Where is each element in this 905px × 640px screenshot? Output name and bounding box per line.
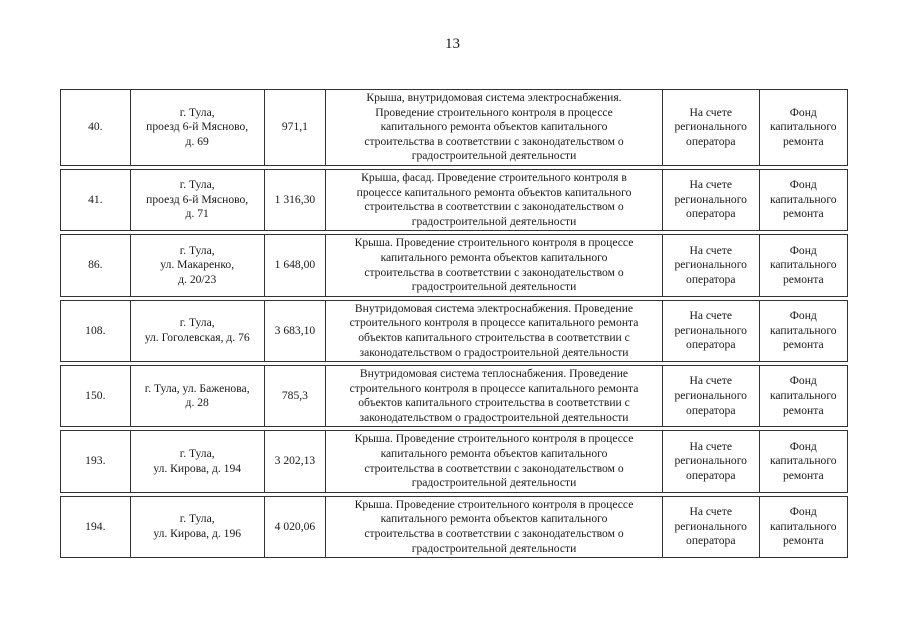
row-fund-line: Фонд [789, 178, 817, 192]
row-work-line: градостроительной деятельности [411, 541, 577, 555]
row-fund [759, 431, 847, 492]
row-account-line: На счете [689, 309, 732, 323]
row-fund-line: ремонта [782, 338, 824, 352]
row-work-line: градостроительной деятельности [411, 214, 577, 228]
row-fund-line: ремонта [782, 468, 824, 482]
row-account-line: оператора [686, 207, 736, 221]
row-fund-line: капитального [769, 192, 837, 206]
row-work-line: строительного контроля в процессе капитального ремонта [349, 381, 639, 395]
row-work-description [326, 300, 663, 361]
row-account [662, 431, 759, 492]
row-address [130, 169, 264, 230]
row-area: 3 683,10 [264, 300, 325, 361]
row-area: 3 202,13 [264, 431, 325, 492]
table-row [60, 300, 848, 362]
row-fund [759, 90, 847, 166]
row-fund [759, 235, 847, 296]
row-account-line: регионального [674, 258, 747, 272]
row-fund-line: капитального [769, 454, 837, 468]
row-work-line: капитального ремонта объектов капитального [380, 512, 608, 526]
row-account-line: На счете [689, 243, 732, 257]
row-address [130, 366, 264, 427]
row-account-line: оператора [686, 403, 736, 417]
row-address [130, 496, 264, 557]
row-area: 1 648,00 [264, 235, 325, 296]
row-area: 4 020,06 [264, 496, 325, 557]
row-account-line: На счете [689, 105, 732, 119]
row-work-description [326, 431, 663, 492]
row-work-line: строительства в соответствии с законодательством о [364, 527, 624, 541]
row-account-line: оператора [686, 338, 736, 352]
row-work-description [326, 90, 663, 166]
row-address-line: д. 20/23 [178, 272, 217, 286]
page-number: 13 [445, 36, 460, 52]
row-work-line: Крыша. Проведение строительного контроля в процессе [354, 236, 634, 250]
row-work-description [326, 169, 663, 230]
row-fund-line: капитального [769, 120, 837, 134]
row-fund [759, 300, 847, 361]
row-work-line: строительства в соответствии с законодательством о [364, 461, 624, 475]
row-work-line: капитального ремонта объектов капитального [380, 250, 608, 264]
row-number: 194. [61, 496, 131, 557]
row-fund-line: Фонд [789, 374, 817, 388]
row-address-line: г. Тула, [179, 512, 215, 526]
row-account [662, 169, 759, 230]
row-address-line: д. 71 [185, 207, 209, 221]
row-fund-line: ремонта [782, 134, 824, 148]
table-row [60, 89, 848, 166]
row-work-line: Крыша. Проведение строительного контроля в процессе [354, 432, 634, 446]
row-fund-line: капитального [769, 258, 837, 272]
row-account-line: оператора [686, 272, 736, 286]
row-account-line: оператора [686, 468, 736, 482]
row-address-line: г. Тула, [179, 316, 215, 330]
row-work-line: Внутридомовая система электроснабжения. Проведение [354, 301, 634, 315]
row-account [662, 496, 759, 557]
row-fund [759, 169, 847, 230]
table-row [60, 430, 848, 492]
row-work-line: капитального ремонта объектов капитального [380, 120, 608, 134]
row-address-line: ул. Гоголевская, д. 76 [144, 330, 250, 344]
row-work-line: Крыша. Проведение строительного контроля в процессе [354, 497, 634, 511]
row-account-line: регионального [674, 192, 747, 206]
row-work-line: процессе капитального ремонта объектов капитального [356, 185, 632, 199]
row-work-line: Крыша, фасад. Проведение строительного контроля в [361, 170, 627, 184]
row-account-line: регионального [674, 120, 747, 134]
row-fund-line: Фонд [789, 105, 817, 119]
table-row [60, 234, 848, 296]
row-work-line: строительства в соответствии с законодательством о [364, 200, 624, 214]
row-account-line: На счете [689, 439, 732, 453]
row-address-line: ул. Кирова, д. 196 [153, 527, 242, 541]
row-work-line: градостроительной деятельности [411, 476, 577, 490]
row-work-line: строительного контроля в процессе капитального ремонта [349, 316, 639, 330]
row-address-line: г. Тула, [179, 105, 215, 119]
row-address [130, 300, 264, 361]
row-work-line: строительства в соответствии с законодательством о [364, 265, 624, 279]
row-work-line: законодательством о градостроительной деятельности [359, 410, 629, 424]
row-area: 785,3 [264, 366, 325, 427]
row-address-line: г. Тула, [179, 447, 215, 461]
row-work-line: Проведение строительного контроля в процессе [375, 105, 613, 119]
row-work-line: Внутридомовая система теплоснабжения. Проведение [359, 367, 629, 381]
row-number: 41. [61, 169, 131, 230]
row-account [662, 366, 759, 427]
table-row [60, 496, 848, 558]
row-address [130, 90, 264, 166]
row-fund-line: капитального [769, 388, 837, 402]
row-work-line: градостроительной деятельности [411, 280, 577, 294]
row-work-line: строительства в соответствии с законодательством о [364, 134, 624, 148]
row-number: 40. [61, 90, 131, 166]
row-fund-line: капитального [769, 519, 837, 533]
row-account [662, 90, 759, 166]
row-account-line: регионального [674, 388, 747, 402]
row-account-line: На счете [689, 374, 732, 388]
row-address-line: г. Тула, [179, 178, 215, 192]
row-address-line: ул. Кирова, д. 194 [153, 461, 242, 475]
row-address [130, 431, 264, 492]
row-fund-line: Фонд [789, 309, 817, 323]
table-row [60, 365, 848, 427]
row-fund-line: капитального [769, 323, 837, 337]
row-area: 1 316,30 [264, 169, 325, 230]
row-address-line: проезд 6-й Мясново, [146, 120, 249, 134]
row-address-line: д. 28 [185, 396, 209, 410]
row-number: 150. [61, 366, 131, 427]
row-account-line: регионального [674, 519, 747, 533]
row-account-line: оператора [686, 534, 736, 548]
row-work-description [326, 496, 663, 557]
row-number: 108. [61, 300, 131, 361]
row-account-line: На счете [689, 178, 732, 192]
row-account [662, 235, 759, 296]
work-list [60, 89, 848, 558]
row-fund-line: ремонта [782, 207, 824, 221]
row-address-line: ул. Макаренко, [160, 258, 235, 272]
row-address-line: г. Тула, [179, 243, 215, 257]
row-fund-line: Фонд [789, 243, 817, 257]
row-address-line: д. 69 [185, 134, 209, 148]
row-work-description [326, 235, 663, 296]
row-work-line: объектов капитального строительства в соответствии с [358, 396, 630, 410]
row-account [662, 300, 759, 361]
row-account-line: регионального [674, 454, 747, 468]
row-area: 971,1 [264, 90, 325, 166]
row-fund [759, 496, 847, 557]
row-work-line: капитального ремонта объектов капитального [380, 447, 608, 461]
row-work-line: градостроительной деятельности [411, 149, 577, 163]
row-fund-line: Фонд [789, 505, 817, 519]
row-number: 86. [61, 235, 131, 296]
row-fund [759, 366, 847, 427]
table-row [60, 169, 848, 231]
row-fund-line: ремонта [782, 403, 824, 417]
row-account-line: оператора [686, 134, 736, 148]
row-fund-line: Фонд [789, 439, 817, 453]
row-number: 193. [61, 431, 131, 492]
row-work-description [326, 366, 663, 427]
row-work-line: законодательством о градостроительной деятельности [359, 345, 629, 359]
row-work-line: объектов капитального строительства в соответствии с [358, 330, 630, 344]
row-work-line: Крыша, внутридомовая система электроснабжения. [366, 91, 622, 104]
row-account-line: регионального [674, 323, 747, 337]
row-fund-line: ремонта [782, 272, 824, 286]
row-address-line: г. Тула, ул. Баженова, [144, 381, 250, 395]
row-address-line: проезд 6-й Мясново, [146, 192, 249, 206]
row-address [130, 235, 264, 296]
row-account-line: На счете [689, 505, 732, 519]
row-fund-line: ремонта [782, 534, 824, 548]
